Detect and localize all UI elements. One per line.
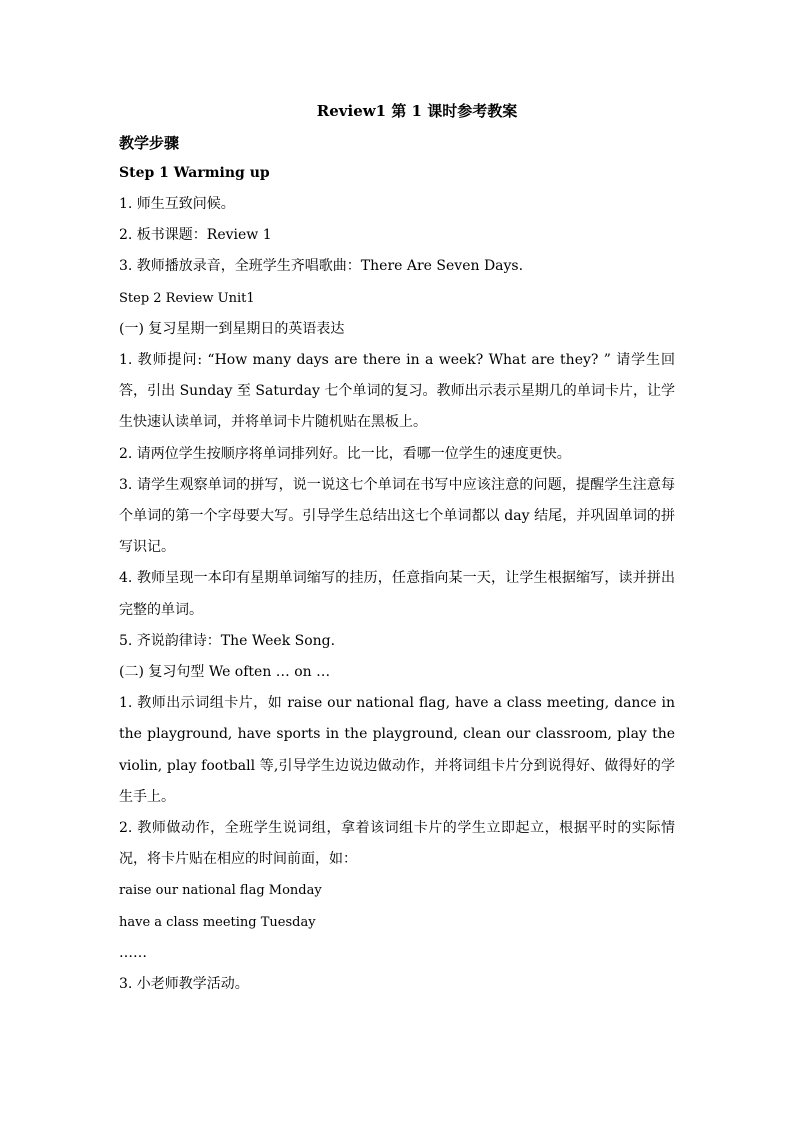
part1-item: 3. 请学生观察单词的拼写，说一说这七个单词在书写中应该注意的问题，提醒学生注意每个单词的第一个字母要大写。引导学生总结出这七个单词都以 day 结尾，并巩固单词的拼写识记。 [119, 476, 675, 556]
step1-item: 3. 教师播放录音，全班学生齐唱歌曲：There Are Seven Days. [119, 258, 524, 275]
step1-title: Step 1 Warming up [119, 165, 270, 181]
part2-item: 1. 教师出示词组卡片，如 raise our national flag, have a class meeting, dance in the playground, have sports in the playground, clean our classroom, play the violin, play football 等,引导学生边说边做动作，并将词组卡片分到说得好、做得好的学生手上。 [119, 695, 675, 805]
ellipsis-line: …… [119, 944, 147, 961]
part2-title: (二) 复习句型 We often … on … [119, 664, 331, 681]
part2-item: 2. 教师做动作，全班学生说词组，拿着该词组卡片的学生立即起立，根据平时的实际情况，将卡片贴在相应的时间前面，如： [119, 820, 675, 868]
step1-item: 2. 板书课题：Review 1 [119, 227, 272, 244]
part1-item: 4. 教师呈现一本印有星期单词缩写的挂历，任意指向某一天，让学生根据缩写，读并拼出完整的单词。 [119, 570, 675, 618]
part1-item: 2. 请两位学生按顺序将单词排列好。比一比，看哪一位学生的速度更快。 [119, 445, 571, 462]
section-heading: 教学步骤 [119, 134, 180, 152]
step2-title: Step 2 Review Unit1 [119, 290, 255, 306]
part1-item: 1. 教师提问: “How many days are there in a week? What are they? ” 请学生回答，引出 Sunday 至 Saturday 七个单词的复习。教师出示表示星期几的单词卡片，让学生快速认读单词，并将单词卡片随机贴在黑板上。 [119, 352, 675, 431]
part1-item: 5. 齐说韵律诗：The Week Song. [119, 632, 336, 649]
example-line: have a class meeting Tuesday [119, 914, 316, 930]
step1-item: 1. 师生互致问候。 [119, 196, 235, 212]
example-line: raise our national flag Monday [119, 883, 322, 899]
part2-final-item: 3. 小老师教学活动。 [119, 976, 249, 993]
document-title: Review1 第 1 课时参考教案 [316, 102, 518, 120]
part1-title: (一) 复习星期一到星期日的英语表达 [119, 320, 345, 337]
lesson-plan-page [119, 96, 675, 1000]
